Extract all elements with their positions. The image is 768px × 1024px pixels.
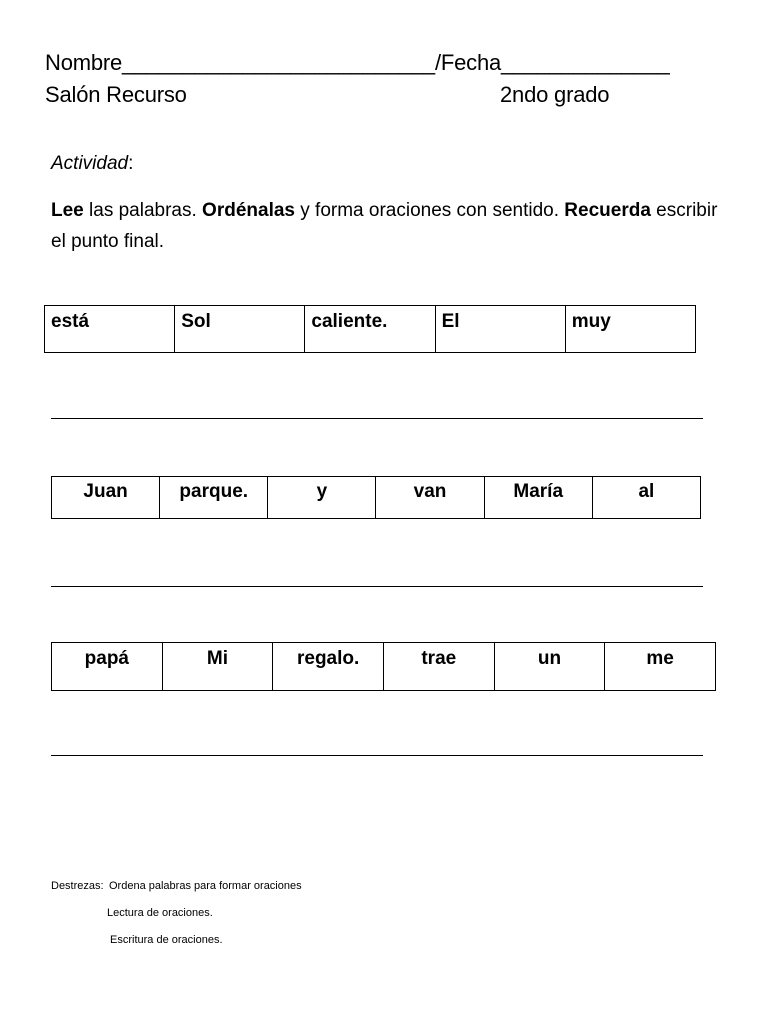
- word-cell: regalo.: [273, 643, 384, 691]
- word-cell: está: [45, 306, 175, 353]
- instruction-ordenalas: Ordénalas: [202, 200, 295, 221]
- instruction-text-3: escribir el punto final.: [51, 200, 718, 252]
- skill-item: Ordena palabras para formar oraciones: [109, 880, 302, 892]
- activity-colon: :: [128, 153, 134, 174]
- word-cell: Sol: [175, 306, 305, 353]
- word-cell: papá: [52, 643, 163, 691]
- word-cell: van: [376, 477, 484, 519]
- skill-item: Escritura de oraciones.: [110, 934, 223, 946]
- word-cell: muy: [565, 306, 695, 353]
- grade-label: 2ndo grado: [500, 82, 610, 107]
- answer-line-1[interactable]: [51, 418, 703, 419]
- word-cell: un: [494, 643, 605, 691]
- classroom-label: Salón Recurso: [45, 82, 187, 107]
- word-table-3: [51, 642, 716, 691]
- word-table-2: [51, 476, 701, 519]
- word-cell: al: [592, 477, 700, 519]
- instruction-text-2: y forma oraciones con sentido.: [294, 200, 565, 221]
- activity-label: Actividad: [51, 153, 129, 174]
- word-cell: trae: [383, 643, 494, 691]
- activity-heading: [51, 153, 133, 175]
- instructions: [51, 195, 731, 257]
- word-cell: caliente.: [305, 306, 435, 353]
- answer-line-3[interactable]: [51, 755, 703, 756]
- word-table-1: [44, 305, 696, 353]
- word-cell: y: [268, 477, 376, 519]
- word-cell: me: [605, 643, 716, 691]
- word-cell: María: [484, 477, 592, 519]
- answer-line-2[interactable]: [51, 586, 703, 587]
- word-cell: Juan: [52, 477, 160, 519]
- name-date-line: Nombre__________________________/Fecha______________: [45, 50, 670, 75]
- instruction-text-1: las palabras.: [83, 200, 203, 221]
- instruction-recuerda: Recuerda: [564, 200, 651, 221]
- word-cell: El: [435, 306, 565, 353]
- word-cell: Mi: [162, 643, 273, 691]
- skill-item: Lectura de oraciones.: [107, 907, 213, 919]
- instruction-lee: Lee: [51, 200, 84, 221]
- word-cell: parque.: [160, 477, 268, 519]
- skills-label: Destrezas:: [51, 880, 104, 892]
